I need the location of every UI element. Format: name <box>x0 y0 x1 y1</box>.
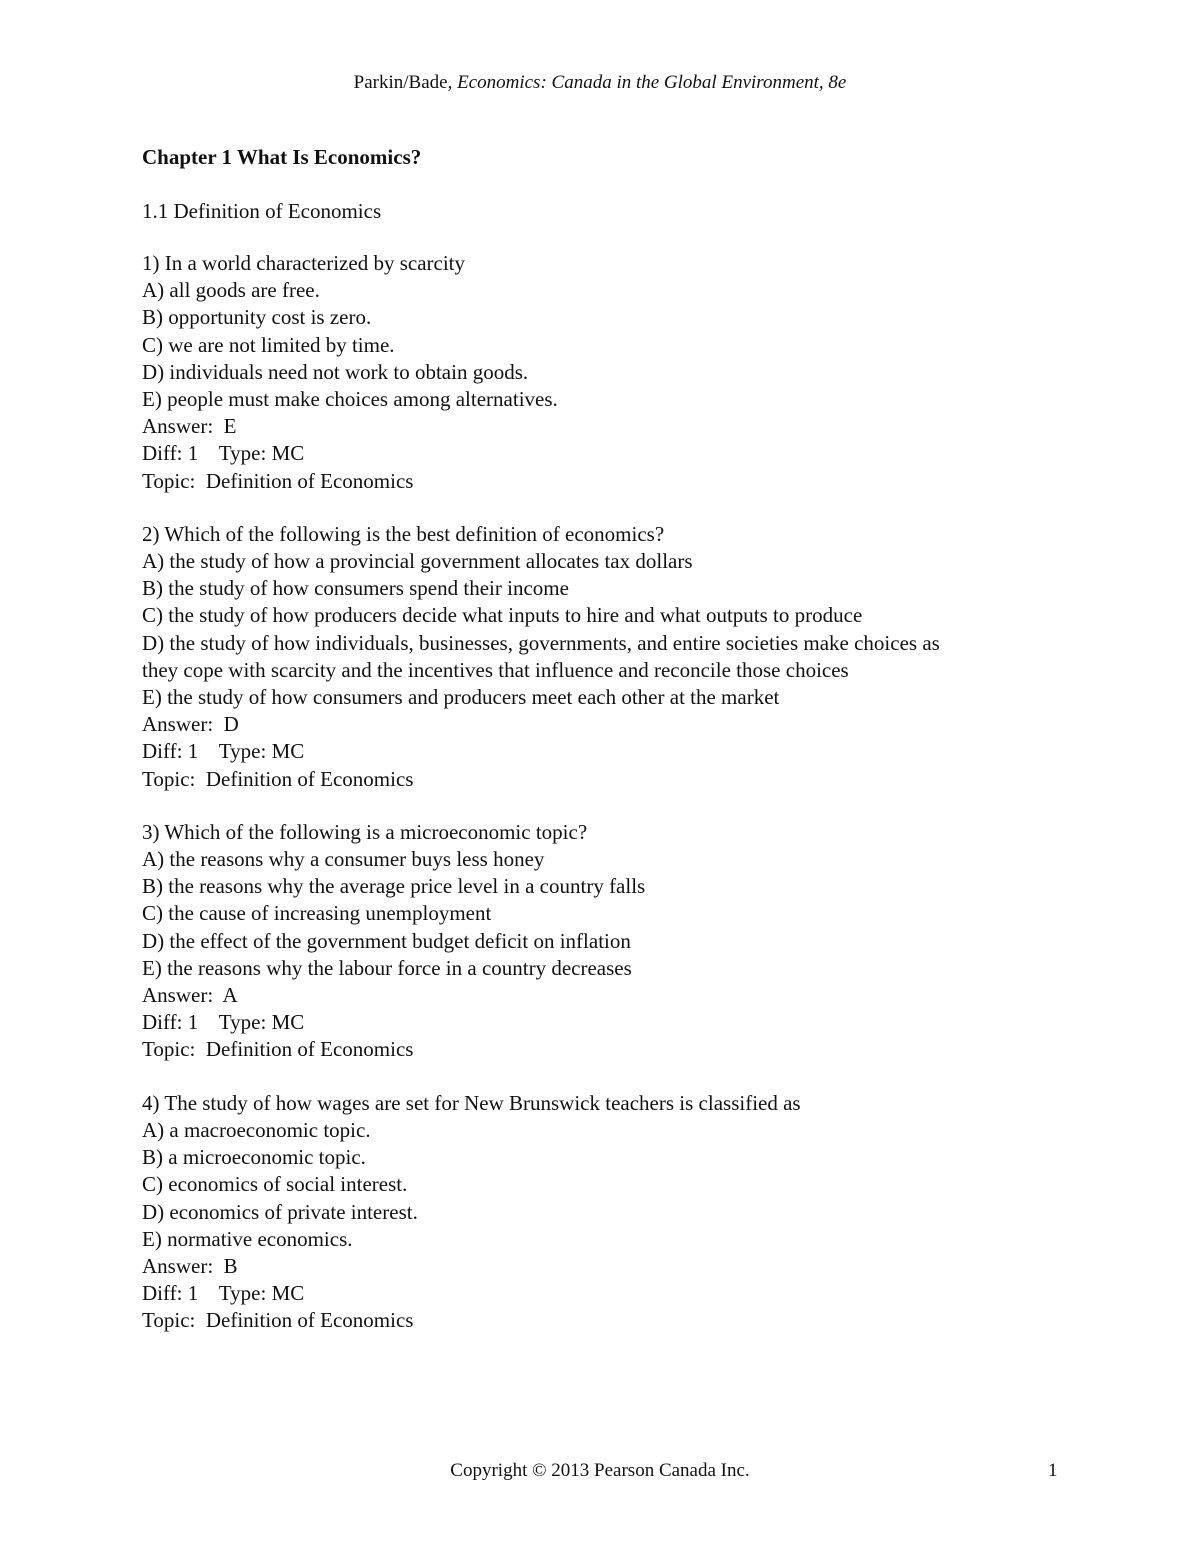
answer-key: Answer: D <box>142 712 239 737</box>
question-stem: 2) Which of the following is the best definition of economics? <box>142 521 665 546</box>
answer-option: B) the reasons why the average price level in a country falls <box>142 874 646 899</box>
document-body <box>142 142 1072 1361</box>
question-4 <box>142 1090 1072 1335</box>
difficulty-type: Diff: 1 Type: MC <box>142 1281 305 1306</box>
answer-option: D) the effect of the government budget deficit on inflation <box>142 928 631 953</box>
question-1 <box>142 250 1072 495</box>
header-authors: Parkin/Bade, <box>353 72 458 93</box>
difficulty-type: Diff: 1 Type: MC <box>142 739 305 764</box>
answer-option: C) we are not limited by time. <box>142 332 395 357</box>
answer-option-continuation: they cope with scarcity and the incentives that influence and reconcile those choices <box>142 657 849 682</box>
difficulty-type: Diff: 1 Type: MC <box>142 1010 305 1035</box>
page-number: 1 <box>1048 1460 1058 1481</box>
answer-option: A) the reasons why a consumer buys less honey <box>142 847 545 872</box>
answer-option: A) a macroeconomic topic. <box>142 1117 371 1142</box>
answer-key: Answer: E <box>142 414 237 439</box>
answer-option: E) the reasons why the labour force in a country decreases <box>142 955 632 980</box>
answer-option: C) the study of how producers decide what inputs to hire and what outputs to produce <box>142 603 863 628</box>
topic-line: Topic: Definition of Economics <box>142 1037 414 1062</box>
answer-option: B) a microeconomic topic. <box>142 1145 366 1170</box>
answer-option: D) individuals need not work to obtain goods. <box>142 359 529 384</box>
topic-line: Topic: Definition of Economics <box>142 1308 414 1333</box>
answer-option: D) the study of how individuals, businesses, governments, and entire societies make choices as <box>142 630 940 655</box>
header-book-title: Economics: Canada in the Global Environment, 8e <box>457 72 847 93</box>
answer-option: A) the study of how a provincial government allocates tax dollars <box>142 549 693 574</box>
answer-option: E) normative economics. <box>142 1226 353 1251</box>
chapter-title: Chapter 1 What Is Economics? <box>142 145 422 169</box>
answer-option: A) all goods are free. <box>142 278 320 303</box>
difficulty-type: Diff: 1 Type: MC <box>142 441 305 466</box>
topic-line: Topic: Definition of Economics <box>142 468 414 493</box>
answer-key: Answer: A <box>142 983 238 1008</box>
page-header <box>0 70 1200 96</box>
answer-option: C) economics of social interest. <box>142 1172 408 1197</box>
section-title: 1.1 Definition of Economics <box>142 199 382 223</box>
question-stem: 4) The study of how wages are set for New Brunswick teachers is classified as <box>142 1090 801 1115</box>
answer-option: B) opportunity cost is zero. <box>142 305 372 330</box>
question-stem: 1) In a world characterized by scarcity <box>142 251 465 275</box>
question-3 <box>142 819 1072 1064</box>
copyright-footer: Copyright © 2013 Pearson Canada Inc. <box>450 1460 750 1481</box>
question-2 <box>142 521 1072 793</box>
answer-option: D) economics of private interest. <box>142 1199 418 1224</box>
question-stem: 3) Which of the following is a microeconomic topic? <box>142 819 588 844</box>
topic-line: Topic: Definition of Economics <box>142 766 414 791</box>
answer-option: E) people must make choices among alternatives. <box>142 387 558 412</box>
answer-option: E) the study of how consumers and producers meet each other at the market <box>142 685 780 710</box>
answer-option: B) the study of how consumers spend their income <box>142 576 569 601</box>
answer-option: C) the cause of increasing unemployment <box>142 901 492 926</box>
answer-key: Answer: B <box>142 1253 238 1278</box>
